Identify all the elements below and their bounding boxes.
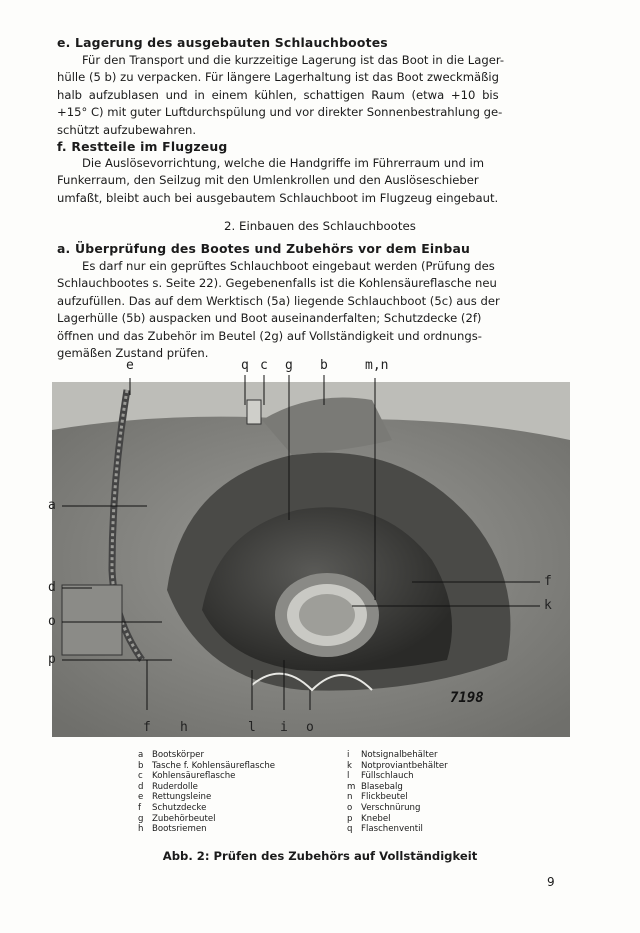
paragraph-remaining-parts [57,155,555,207]
text-line: Die Auslösevorrichtung, welche die Handgriffe im Führerraum und im [82,156,485,170]
legend-item: m Blasebalg [347,781,403,792]
legend-item: p Knebel [347,813,391,824]
legend-item: o Verschnürung [347,802,421,813]
text-line: halb aufzublasen und in einem kühlen, schattigen Raum (etwa +10 bis [57,87,499,102]
page-number: 9 [547,875,555,889]
figure-label-e: e [126,358,134,373]
section-heading-inspection: a. Überprüfung des Bootes und Zubehörs vor dem Einbau [57,241,471,256]
figure-label-q: q [241,358,249,373]
legend-item: h Bootsriemen [138,824,207,835]
figure-label-c: c [260,358,268,373]
paragraph-inspection [57,258,555,362]
figure-dinghy-photo [48,358,570,742]
text-line: Funkerraum, den Seilzug mit den Umlenkrollen und den Auslöseschieber [57,173,479,188]
legend-item: a Bootskörper [138,750,204,760]
chapter-title: 2. Einbauen des Schlauchbootes [224,219,416,233]
figure-label-p: p [48,652,56,667]
figure-label-f-right: f [544,574,552,589]
text-line: Für den Transport und die kurzzeitige Lagerung ist das Boot in die Lager- [82,53,505,67]
figure-label-mn: m,n [365,358,389,373]
legend-item: f Schutzdecke [138,802,207,813]
legend-item: d Ruderdolle [138,781,198,792]
text-line: Schlauchbootes s. Seite 22). Gegebenenfalls ist die Kohlensäureflasche neu [57,276,497,291]
legend-right [347,750,448,835]
photo-illustration [52,360,570,742]
figure-label-f-bottom: f [143,720,151,735]
legend-item: q Flaschenventil [347,824,423,835]
legend-item: l Füllschlauch [347,771,414,782]
legend-item: g Zubehörbeutel [138,813,216,824]
section-heading-remaining-parts: f. Restteile im Flugzeug [57,139,228,154]
photo-number: 7198 [450,690,484,706]
text-line: Es darf nur ein geprüftes Schlauchboot eingebaut werden (Prüfung des [82,259,495,273]
figure-label-i: i [280,720,288,735]
text-line: aufzufüllen. Das auf dem Werktisch (5a) liegende Schlauchboot (5c) aus der [57,293,500,308]
paragraph-storage [57,52,555,139]
figure-label-b: b [320,358,328,373]
text-line: umfaßt, bleibt auch bei ausgebautem Schlauchboot im Flugzeug eingebaut. [57,190,499,205]
legend-item: i Notsignalbehälter [347,750,438,760]
figure-label-a: a [48,498,56,513]
text-line: Lagerhülle (5b) auspacken und Boot auseinanderfalten; Schutzdecke (2f) [57,311,482,326]
text-line: +15° C) mit guter Luftdurchspülung und vor direkter Sonnenbestrahlung ge- [57,105,503,120]
figure-caption: Abb. 2: Prüfen des Zubehörs auf Vollständigkeit [162,849,478,863]
figure-label-k: k [544,598,552,613]
text-line: hülle (5 b) zu verpacken. Für längere Lagerhaltung ist das Boot zweckmäßig [57,70,500,85]
figure-label-o-bottom: o [306,720,314,735]
legend-item: k Notproviantbehälter [347,760,448,771]
section-heading-storage: e. Lagerung des ausgebauten Schlauchbootes [57,35,388,50]
figure-label-h: h [180,720,188,735]
text-line: öffnen und das Zubehör im Beutel (2g) auf Vollständigkeit und ordnungs- [57,328,482,343]
legend-item: e Rettungsleine [138,792,212,803]
figure-label-g: g [285,358,293,373]
figure-label-d: d [48,580,56,595]
figure-label-o-left: o [48,614,56,629]
legend-left [138,750,275,835]
legend-item: c Kohlensäureflasche [138,771,236,782]
text-line: gemäßen Zustand prüfen. [57,346,209,361]
legend-item: n Flickbeutel [347,792,408,803]
figure-label-l: l [248,720,256,735]
text-line: schützt aufzubewahren. [57,122,197,137]
legend-item: b Tasche f. Kohlensäureflasche [138,760,276,771]
